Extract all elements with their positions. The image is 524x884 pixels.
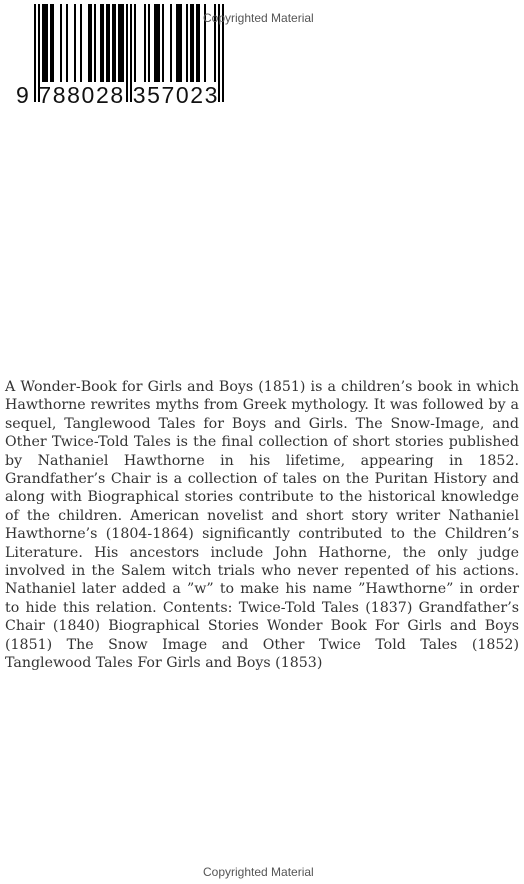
barcode-bar <box>186 4 188 82</box>
barcode-bar <box>74 4 76 82</box>
barcode-bar <box>108 4 110 82</box>
barcode-bar <box>118 4 120 82</box>
barcode-bar <box>94 4 96 82</box>
barcode-bar <box>192 4 194 82</box>
barcode-bar <box>122 4 124 82</box>
barcode-bar <box>178 4 180 82</box>
barcode-bar <box>134 4 136 82</box>
isbn-number: 9 788028 357023 <box>16 82 220 108</box>
barcode-bar <box>190 4 192 82</box>
barcode-bar <box>88 4 90 82</box>
back-cover-description: A Wonder-Book for Girls and Boys (1851) is a children’s book in which Hawthorne rewrites myths from Greek mythology. It was followed by a sequel, Tanglewood Tales for Boys and Girls. The Snow-Image, and Other Twice-Told Tales is the final collection of short stories published by Nathaniel Hawthorne in his lifetime, appearing in 1852. Grandfather’s Chair is a collection of tales on the Puritan History and along with Biographical stories contribute to the historical knowledge of the children. American novelist and short story writer Nathaniel Hawthorne’s (1804-1864) significantly contributed to the Children’s Literature. His ancestors include John Hathorne, the only judge involved in the Salem witch trials who never repented of his actions. Nathaniel later added a ”w” to make his name ”Hawthorne” in order to hide this relation. Contents: Twice-Told Tales (1837) Grandfather’s Chair (1840) Biographical Stories Wonder Book For Girls and Boys (1851) The Snow Image and Other Twice Told Tales (1852) Tanglewood Tales For Girls and Boys (1853) <box>5 379 519 672</box>
barcode-bar <box>158 4 160 82</box>
barcode-bar <box>144 4 146 82</box>
barcode-bar <box>114 4 116 82</box>
barcode-bar <box>196 4 198 82</box>
barcode-bar <box>42 4 44 82</box>
barcode-bar <box>176 4 178 82</box>
barcode-bar <box>148 4 150 82</box>
barcode-bar <box>120 4 122 82</box>
barcode-bar <box>66 4 68 82</box>
barcode-bar <box>162 4 164 82</box>
barcode-bar <box>90 4 92 82</box>
barcode-bar <box>60 4 62 82</box>
barcode-bar <box>46 4 48 82</box>
barcode-bar <box>156 4 158 82</box>
barcode-bar <box>52 4 54 82</box>
barcode-bar <box>100 4 102 82</box>
copyright-watermark-bottom: Copyrighted Material <box>203 865 314 879</box>
barcode-bar <box>198 4 200 82</box>
barcode-bar <box>106 4 108 82</box>
barcode-bar <box>80 4 82 82</box>
barcode-bar <box>170 4 172 82</box>
barcode-bar <box>180 4 182 82</box>
barcode-bar <box>154 4 156 82</box>
barcode-bar <box>44 4 46 82</box>
barcode-bar <box>50 4 52 82</box>
barcode-bar <box>112 4 114 82</box>
isbn-barcode <box>16 4 226 114</box>
barcode-bar <box>102 4 104 82</box>
copyright-watermark-top: Copyrighted Material <box>203 11 314 25</box>
